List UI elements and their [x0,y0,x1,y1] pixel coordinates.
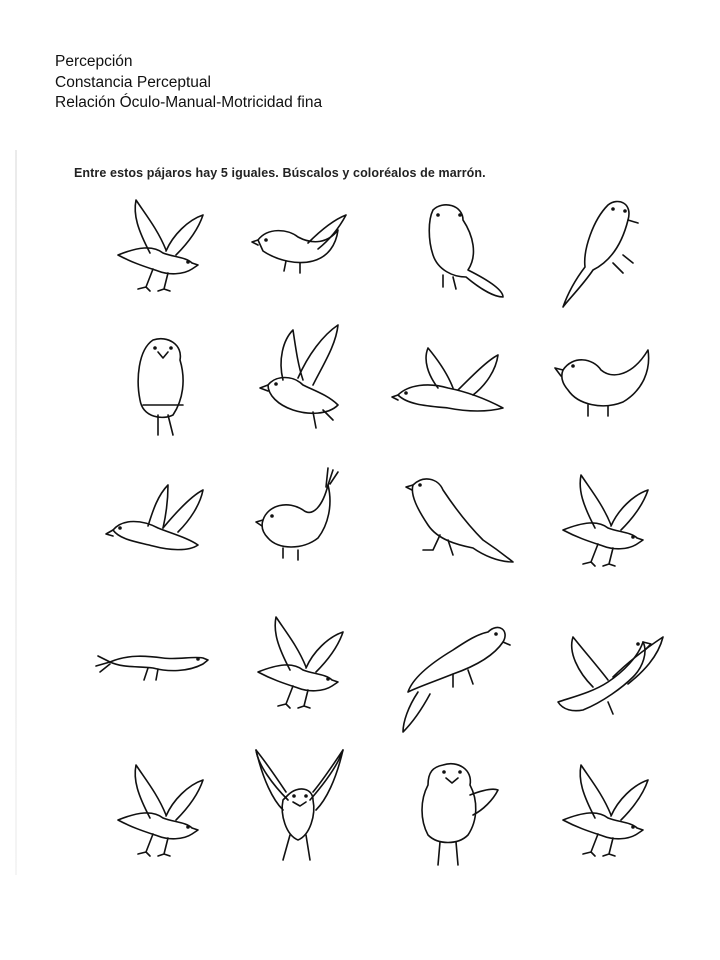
bird-drawing-round-chirping-left[interactable] [555,350,649,416]
bird-drawing-flying-right-wings-up[interactable] [258,617,343,708]
bird-drawing-standing-left-long-tail[interactable] [406,479,513,562]
heading-relacion-oculo-manual: Relación Óculo-Manual-Motricidad fina [55,94,323,111]
bird-drawing-perched-left[interactable] [252,215,346,273]
instruction-text: Entre estos pájaros hay 5 iguales. Búscalos y coloréalos de marrón. [74,166,486,180]
scan-edge-mark [15,150,17,875]
heading-constancia-perceptual: Constancia Perceptual [55,73,211,91]
worksheet-headings [55,52,322,114]
bird-drawing-perched-back-view[interactable] [429,205,503,297]
bird-drawing-flying-left-wings-up[interactable] [118,765,203,856]
bird-drawing-diving-left[interactable] [106,485,203,550]
heading-percepcion: Percepción [55,53,133,70]
bird-drawing-flying-left-wings-up[interactable] [118,200,203,291]
bird-drawing-flying-right-wings-up[interactable] [563,765,648,856]
bird-drawing-flying-up-right[interactable] [558,637,663,714]
bird-grid [48,140,668,880]
bird-drawing-perched-front-small[interactable] [138,339,183,435]
bird-drawing-perched-right-long-tail[interactable] [403,627,510,732]
bird-drawing-perched-up-right[interactable] [563,201,638,307]
bird-drawing-front-wings-spread[interactable] [256,750,343,860]
bird-drawing-flying-right-wings-up[interactable] [563,475,648,566]
worksheet-panel [48,140,668,880]
bird-drawing-gliding-left[interactable] [392,348,503,411]
bird-drawing-flying-right-flat[interactable] [96,656,208,680]
bird-drawing-standing-front-fat[interactable] [422,764,498,865]
bird-drawing-wings-raised-left[interactable] [260,325,338,428]
bird-drawing-round-tail-up[interactable] [256,468,338,560]
